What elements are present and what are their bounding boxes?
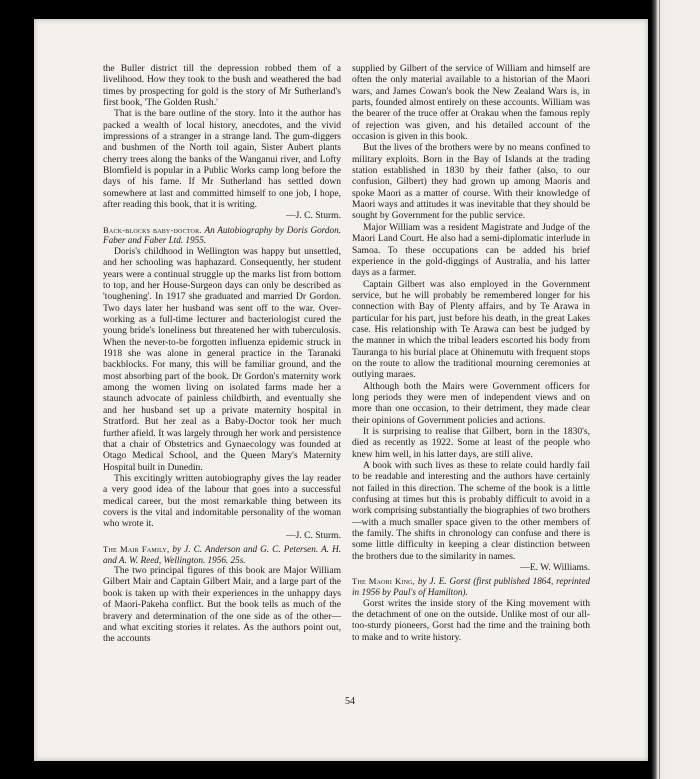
paragraph: A book with such lives as these to relate could hardly fail to be readable and interesting and the authors have certainly not failed in this direction. The scheme of the book is a little confusing at times but this is probably difficult to avoid in a work comprising substantially the biographies of two brothers—with a much smaller space given to the other members of the family. The shifts in chronology can confuse and there is some little difficulty in keeping a clear distinction between the brothers due to the similarity in names. (352, 460, 590, 562)
review-heading (103, 225, 341, 246)
review-title: Back-blocks baby-doctor. (103, 224, 202, 235)
review-details: An Autobiography by Doris Gordon. Faber and Faber Ltd. 1955. (103, 224, 341, 246)
paragraph: Major William was a resident Magistrate and Judge of the Maori Land Court. He also had a semi-diplomatic interlude in Samoa. To these occupations can be added his brief experience in the gold-diggings of Australia, and his latter days as a farmer. (352, 221, 590, 279)
review-details: by J. C. Anderson and G. C. Petersen. A. H. and A. W. Reed, Wellington. 1956. 25s. (103, 543, 341, 565)
paragraph: Doris's childhood in Wellington was happy but unsettled, and her schooling was haphazard. Consequently, her student years were a continual struggle up the marks list from bottom to top, and her House-Surgeon days can only be described as 'toughening'. In 1917 she graduated and married Dr Gordon. Two days later her husband was sent off to the war. Over-working as a full-time lecturer and bacteriologist cured the young bride's loneliness but threatened her with tuberculosis. When the never-to-be forgotten influenza epidemic struck in 1918 she was alone in general practice in the Taranaki backblocks. For many, this will be familiar ground, and the most absorbing part of the book. Dr Gordon's maternity work among the women living on isolated farms made her a staunch advocate of painless childbirth, and eventually she and her husband set up a private maternity hospital in Stratford. But her zeal as a Baby-Doctor took her much further afield. It was largely through her work and persistence that a chair of Obstetrics and Gynaecology was founded at Otago Medical School, and the Queen Mary's Maternity Hospital built in Dunedin. (103, 246, 341, 473)
review-heading (103, 544, 341, 565)
signature: —J. C. Sturm. (286, 210, 341, 222)
paragraph: But the lives of the brothers were by no means confined to military exploits. Born in the Bay of Islands at the trading station established in 1830 by their father (also, to our confusion, Gilbert) they had grown up among Maoris and spoke Maori as a matter of course. With their knowledge of Maori ways and attitudes it was inevitable that they should be sought by Government for the public service. (352, 142, 590, 222)
page-number: 54 (345, 696, 355, 707)
paragraph: Although both the Mairs were Government officers for long periods they were men of independent views and on more than one occasion, to their detriment, they made clear their opinions of Government policies and actions. (352, 380, 590, 426)
signature: —E. W. Williams. (520, 562, 590, 574)
left-column (103, 63, 341, 645)
review-details: by J. E. Gorst (first published 1864, reprinted in 1956 by Paul's of Hamilton). (352, 576, 591, 598)
paragraph: Gorst writes the inside story of the King movement with the detachment of one on the outside. Unlike most of our all-too-sturdy pioneers, Gorst had the time and the training both to make and to write history. (352, 597, 590, 643)
review-title: The Mair Family, (103, 543, 170, 554)
review-title: The Maori King, (352, 576, 416, 587)
paragraph: the Buller district till the depression robbed them of a livelihood. How they took to the bush and weathered the bad times by prospecting for gold is the story of Mr Sutherland's first book, 'The Golden Rush.' (103, 63, 341, 109)
paragraph: It is surprising to realise that Gilbert, born in the 1830's, died as recently as 1922. Some at least of the people who knew him well, in his latter days, are still alive. (352, 426, 590, 460)
review-heading (352, 576, 590, 597)
paragraph: This excitingly written autobiography gives the lay reader a very good idea of the labour that goes into a successful medical career, but the most remarkable thing between its covers is the vital and indomitable personality of the woman who wrote it. (103, 472, 341, 530)
paragraph: supplied by Gilbert of the service of William and himself are often the only material available to a historian of the Maori wars, and James Cowan's book the New Zealand Wars is, in parts, founded almost entirely on these accounts. William was the bearer of the truce offer at Orakau when the famous reply of rejection was given, and his detailed account of the occasion is given in this book. (352, 63, 590, 143)
right-column (352, 63, 590, 643)
paragraph: That is the bare outline of the story. Into it the author has packed a wealth of local history, anecdotes, and the vivid impressions of a stranger in a strange land. The gum-diggers and bushmen of the North toil again, Sister Aubert plants cherry trees along the banks of the Wanganui river, and Lofty Blomfield is popular in a Public Works camp long before the days of his fame. If Mr Sutherland has settled down somewhere at last and committed himself to one job, I hope, after reading this book, that it is writing. (103, 108, 341, 211)
paragraph: The two principal figures of this book are Major William Gilbert Mair and Captain Gilbert Mair, and a large part of the book is taken up with their experiences in the unhappy days of Maori-Pakeha conflict. But the book tells as much of the bravery and determination of the one side as of the other—and what exciting stories it relates. As the authors point out, the accounts (103, 565, 341, 645)
paragraph: Captain Gilbert was also employed in the Government service, but he will probably be remembered longer for his connection with Bay of Plenty affairs, and by Te Arawa in particular for his part, just before his death, in the great Lakes case. His relationship with Te Arawa can best be judged by the manner in which the tribal leaders escorted his body from Tauranga to his burial place at Ohinemutu with frequent stops on the route to allow the traditional mourning ceremonies at outlying maraes. (352, 278, 590, 381)
signature: —J. C. Sturm. (286, 529, 341, 541)
spine-edge (659, 0, 660, 779)
